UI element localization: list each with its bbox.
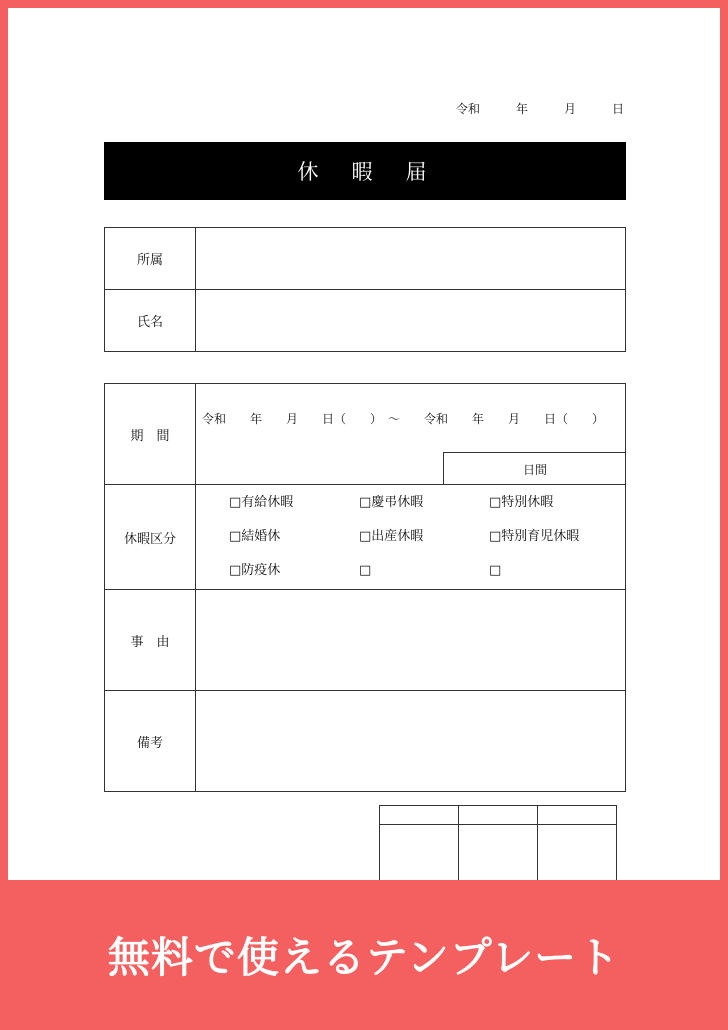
leave-option-special: □特別休暇 [489, 495, 554, 510]
leave-option-bereavement: □慶弔休暇 [359, 495, 424, 510]
approval-stamp-cell [380, 825, 459, 881]
reason-field [196, 590, 626, 691]
approval-stamp-table [379, 805, 617, 880]
document-title: 休 暇 届 [104, 142, 626, 200]
leave-option-quarantine: □防疫休 [229, 563, 281, 578]
date-line: 令和 年 月 日 [455, 102, 624, 116]
days-label: 日間 [522, 462, 547, 477]
leave-option-paid: □有給休暇 [229, 495, 294, 510]
reason-label: 事 由 [105, 590, 196, 691]
name-label: 氏名 [105, 290, 196, 352]
leave-option-blank-1: □ [359, 563, 372, 578]
approval-stamp-cell [538, 825, 617, 881]
leave-type-field [196, 485, 626, 590]
affiliation-label: 所属 [105, 228, 196, 290]
leave-option-maternity: □出産休暇 [359, 529, 424, 544]
leave-type-label: 休暇区分 [105, 485, 196, 590]
leave-option-childcare: □特別育児休暇 [489, 529, 580, 544]
period-line: 令和 年 月 日（ ） ～ 令和 年 月 日（ ） [202, 412, 605, 426]
name-field [196, 290, 626, 352]
applicant-table [104, 227, 626, 352]
remarks-label: 備考 [105, 691, 196, 792]
leave-option-marriage: □結婚休 [229, 529, 281, 544]
promo-banner [0, 880, 728, 1030]
approval-header-cell [459, 806, 538, 825]
leave-options [196, 485, 625, 589]
period-field [196, 384, 626, 485]
leave-option-blank-2: □ [489, 563, 502, 578]
approval-header-cell [380, 806, 459, 825]
affiliation-field [196, 228, 626, 290]
approval-stamp-cell [459, 825, 538, 881]
remarks-field [196, 691, 626, 792]
days-box [443, 452, 626, 485]
banner-text: 無料で使えるテンプレート [107, 933, 621, 982]
approval-header-cell [538, 806, 617, 825]
form-sheet [8, 8, 720, 880]
period-label: 期 間 [105, 384, 196, 485]
leave-table [104, 383, 626, 792]
